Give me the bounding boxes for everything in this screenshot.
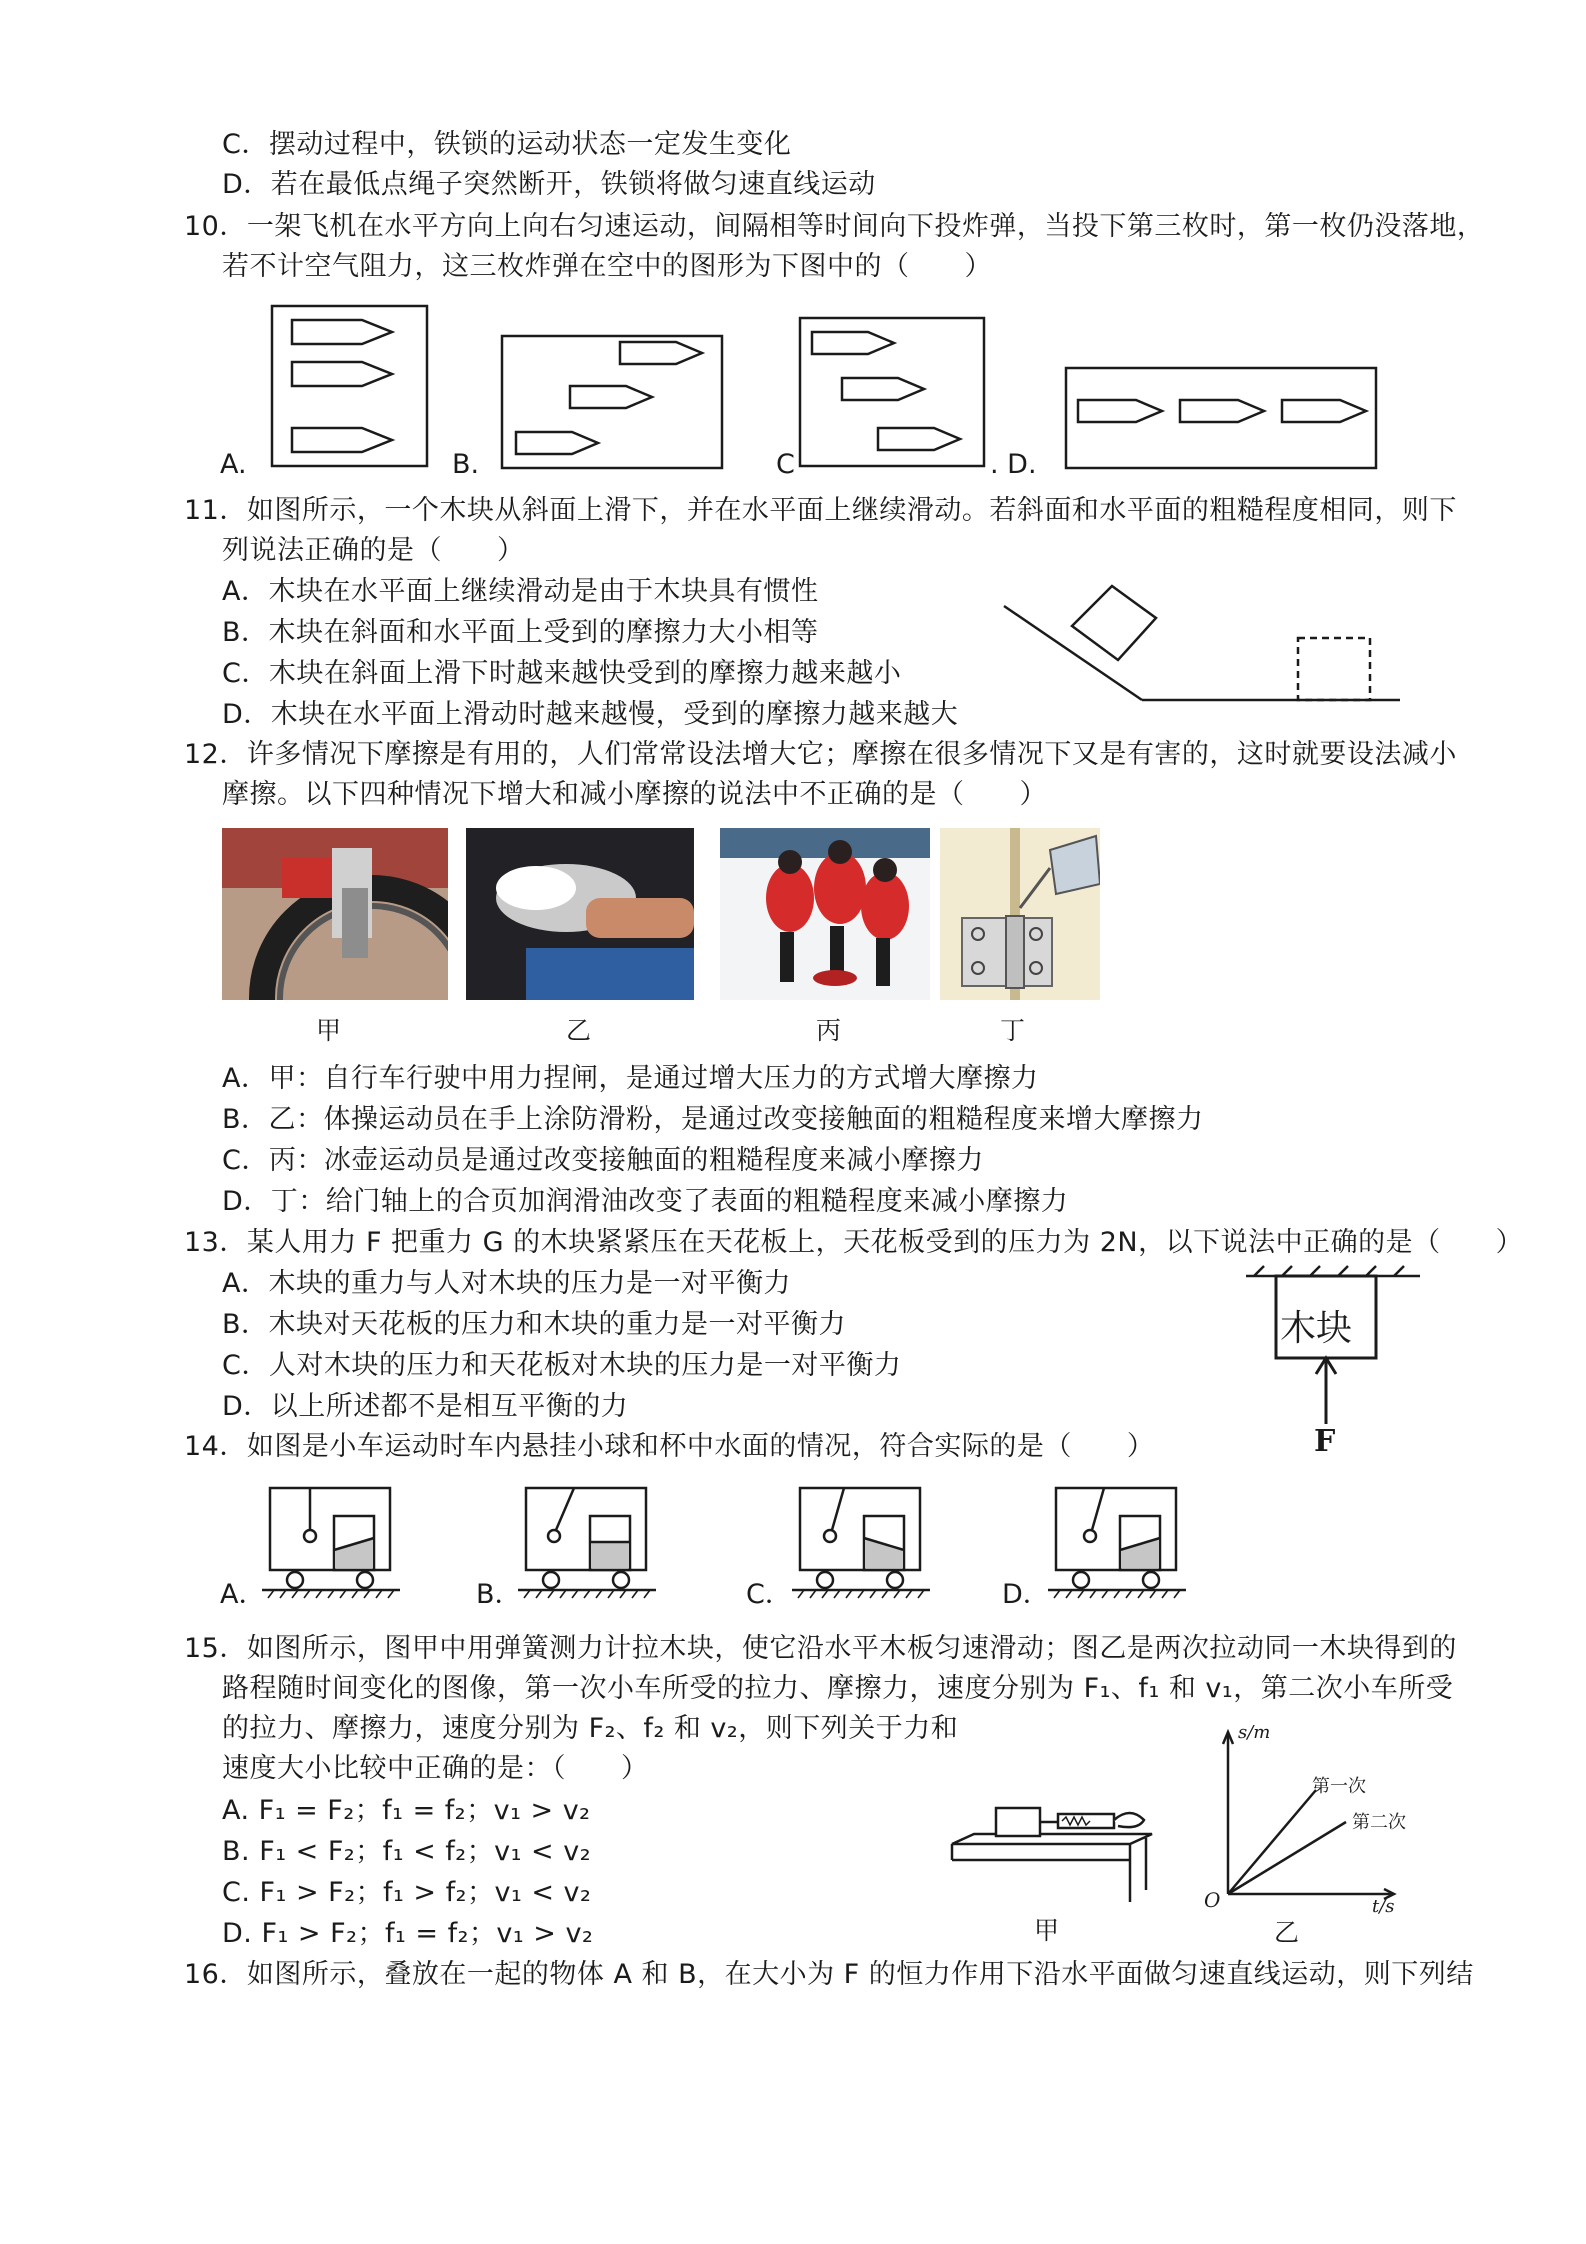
series-line-second <box>1228 1822 1346 1894</box>
q10-bombs <box>292 320 1366 454</box>
q15-option-c: C. F₁ > F₂；f₁ > f₂；v₁ < v₂ <box>222 1877 592 1908</box>
q11-block-dashed <box>1298 638 1370 700</box>
q11-option-a: A．木块在水平面上继续滑动是由于木块具有惯性 <box>222 576 819 607</box>
q10-label-a: A. <box>220 449 247 480</box>
q14-water <box>336 1539 1158 1568</box>
q12-stem-line1: 12．许多情况下摩擦是有用的，人们常常设法增大它；摩擦在很多情况下又是有害的，这时就要设法减小 <box>184 739 1457 770</box>
q11-option-b: B．木块在斜面和水平面上受到的摩擦力大小相等 <box>222 617 819 648</box>
q13-option-d: D．以上所述都不是相互平衡的力 <box>222 1391 629 1422</box>
q11-block <box>1072 586 1156 660</box>
q10-stem-line1: 10．一架飞机在水平方向上向右匀速运动，间隔相等时间向下投炸弹，当投下第三枚时，第一枚仍没落地， <box>184 211 1485 242</box>
q15-caption-yi: 乙 <box>1274 1918 1300 1947</box>
series-line-first <box>1228 1790 1316 1894</box>
q11-stem-line2: 列说法正确的是（ ） <box>222 535 525 566</box>
q12-option-b: B．乙：体操运动员在手上涂防滑粉，是通过改变接触面的粗糙程度来增大摩擦力 <box>222 1104 1204 1135</box>
photo-bicycle-brake <box>222 828 448 1000</box>
q12-caption-jia: 甲 <box>316 1016 342 1045</box>
photo-gymnast-chalk <box>466 828 694 1000</box>
q15-graph-origin: O <box>1204 1888 1221 1912</box>
q15-graph-series1-label: 第一次 <box>1312 1776 1366 1797</box>
q14-label-d: D． <box>1002 1579 1050 1610</box>
q10-label-c: C <box>776 449 795 480</box>
q13-stem: 13．某人用力 F 把重力 G 的木块紧紧压在天花板上，天花板受到的压力为 2N，以下说法中正确的是（ ） <box>184 1227 1524 1258</box>
q13-block-label: 木块 <box>1280 1308 1353 1349</box>
q15-option-d: D. F₁ > F₂；f₁ = f₂；v₁ > v₂ <box>222 1918 594 1949</box>
q11-option-d: D．木块在水平面上滑动时越来越慢，受到的摩擦力越来越大 <box>222 699 959 730</box>
q12-option-d: D．丁：给门轴上的合页加润滑油改变了表面的粗糙程度来减小摩擦力 <box>222 1186 1069 1217</box>
q12-option-a: A．甲：自行车行驶中用力捏闸，是通过增大压力的方式增大摩擦力 <box>222 1063 1039 1094</box>
q13-option-c: C．人对木块的压力和天花板对木块的压力是一对平衡力 <box>222 1350 902 1381</box>
q9-option-d: D．若在最低点绳子突然断开，铁锁将做匀速直线运动 <box>222 169 876 200</box>
q13-force-label: F <box>1314 1424 1336 1459</box>
q10-label-b: B. <box>452 449 480 480</box>
q15-option-b: B. F₁ < F₂；f₁ < f₂；v₁ < v₂ <box>222 1836 592 1867</box>
q12-caption-ding: 丁 <box>1000 1016 1026 1045</box>
q14-label-b: B． <box>476 1579 522 1610</box>
q15-figure-jia <box>950 1790 1170 1910</box>
q11-stem-line1: 11．如图所示，一个木块从斜面上滑下，并在水平面上继续滑动。若斜面和水平面的粗糙程度相同，则下 <box>184 495 1457 526</box>
q9-option-c: C．摆动过程中，铁锁的运动状态一定发生变化 <box>222 129 792 160</box>
q13-option-a: A．木块的重力与人对木块的压力是一对平衡力 <box>222 1268 791 1299</box>
q12-stem-line2: 摩擦。以下四种情况下增大和减小摩擦的说法中不正确的是（ ） <box>222 779 1047 810</box>
q14-stem: 14．如图是小车运动时车内悬挂小球和杯中水面的情况，符合实际的是（ ） <box>184 1431 1155 1462</box>
q15-caption-jia: 甲 <box>1034 1916 1060 1945</box>
q15-stem-line3: 的拉力、摩擦力，速度分别为 F₂、f₂ 和 v₂，则下列关于力和 <box>222 1713 959 1744</box>
q15-graph-series2-label: 第二次 <box>1352 1812 1406 1833</box>
q12-caption-bing: 丙 <box>816 1016 842 1045</box>
photo-curling <box>720 828 930 1000</box>
q15-stem-line4: 速度大小比较中正确的是：（ ） <box>222 1753 649 1784</box>
q14-label-a: A． <box>220 1579 266 1610</box>
q11-incline-figure <box>1000 568 1420 708</box>
q15-stem-line1: 15．如图所示，图甲中用弹簧测力计拉木块，使它沿水平木板匀速滑动；图乙是两次拉动同一木块得到的 <box>184 1633 1457 1664</box>
q13-option-b: B．木块对天花板的压力和木块的重力是一对平衡力 <box>222 1309 847 1340</box>
q15-graph-xlabel: t/s <box>1372 1896 1395 1917</box>
q11-option-c: C．木块在斜面上滑下时越来越快受到的摩擦力越来越小 <box>222 658 902 689</box>
q15-graph-ylabel: s/m <box>1238 1722 1271 1743</box>
q10-stem-line2: 若不计空气阻力，这三枚炸弹在空中的图形为下图中的（ ） <box>222 251 992 282</box>
photo-door-hinge <box>940 828 1100 1000</box>
q15-option-a: A. F₁ = F₂；f₁ = f₂；v₁ > v₂ <box>222 1795 591 1826</box>
q15-stem-line2: 路程随时间变化的图像，第一次小车所受的拉力、摩擦力，速度分别为 F₁、f₁ 和 v₁，第二次小车所受 <box>222 1673 1454 1704</box>
q16-stem: 16．如图所示，叠放在一起的物体 A 和 B，在大小为 F 的恒力作用下沿水平面做匀速直线运动，则下列结 <box>184 1959 1474 1990</box>
q10-label-d: . D. <box>990 449 1037 480</box>
q14-label-c: C． <box>746 1579 792 1610</box>
q12-caption-yi: 乙 <box>566 1016 592 1045</box>
q12-option-c: C．丙：冰壶运动员是通过改变接触面的粗糙程度来减小摩擦力 <box>222 1145 984 1176</box>
